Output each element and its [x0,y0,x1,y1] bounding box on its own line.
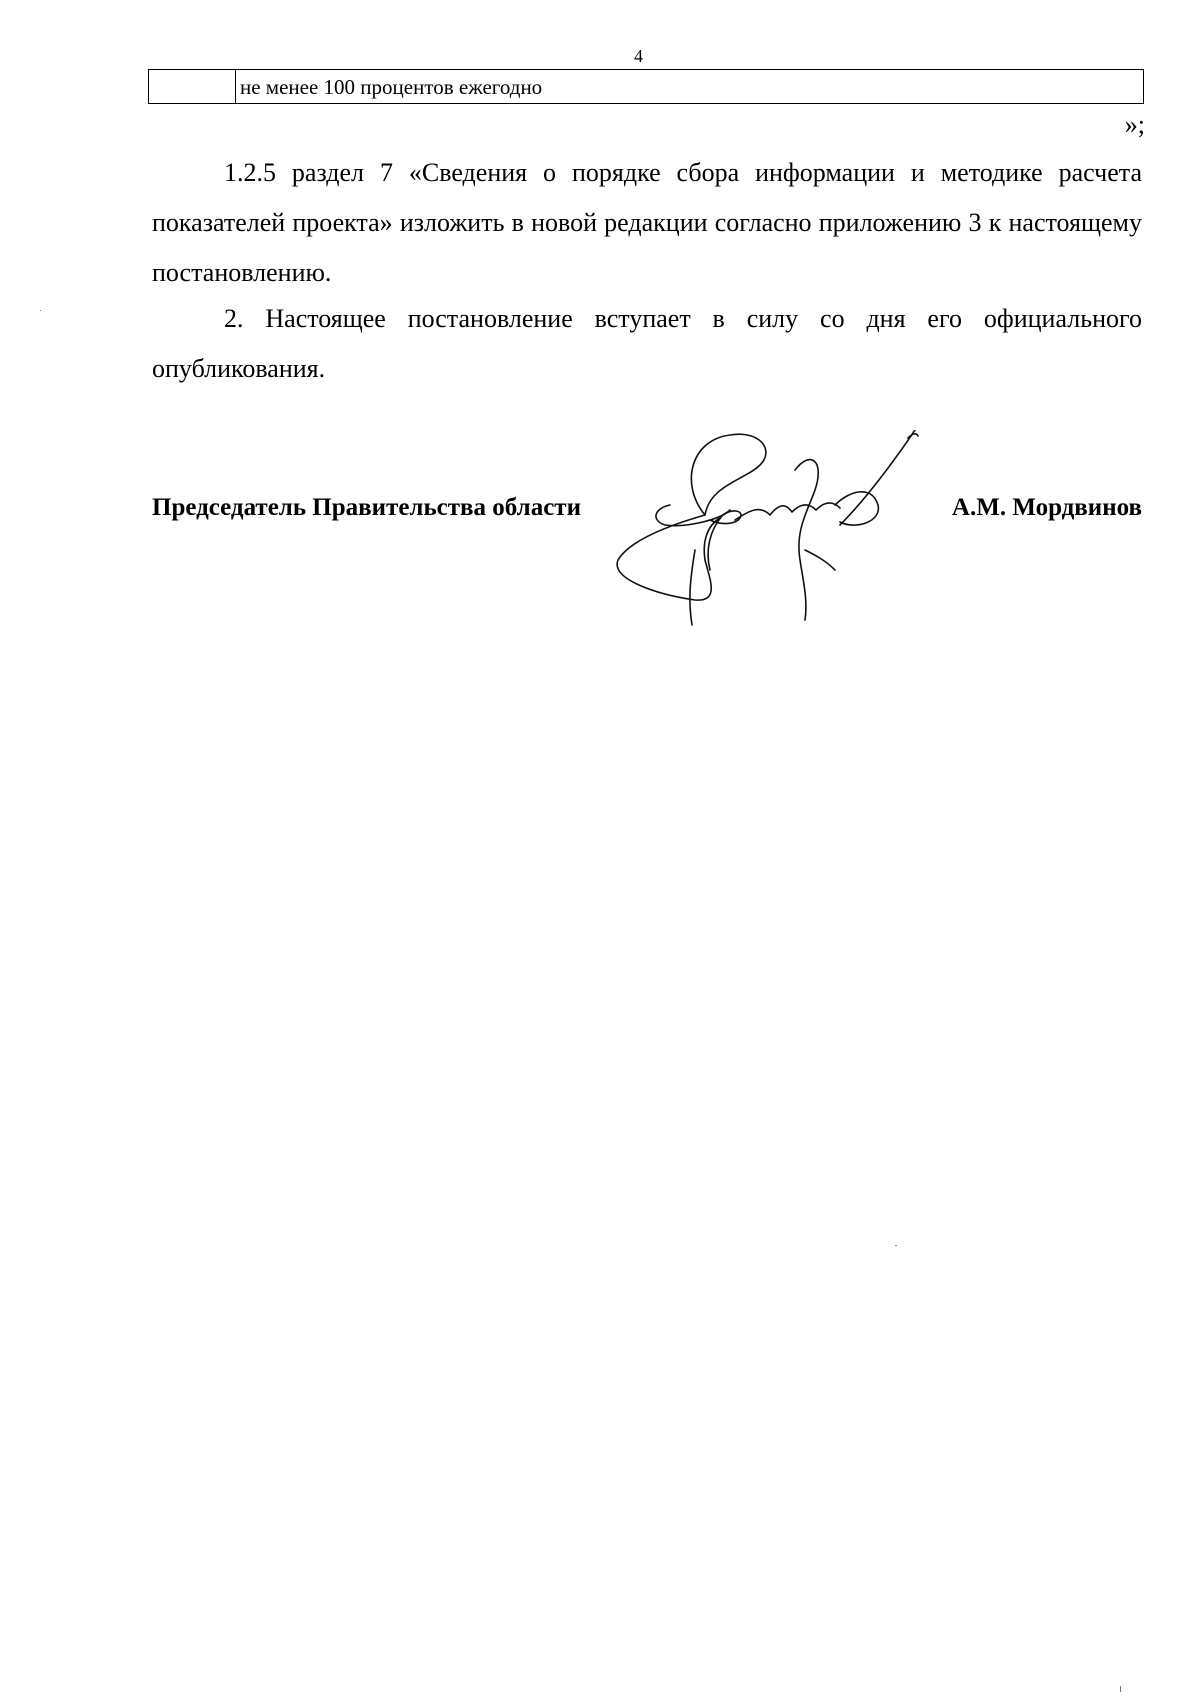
signer-name: А.М. Мордвинов [951,494,1142,521]
table-row [149,70,1144,104]
paragraph-item-2: 2. Настоящее постановление вступает в силу со дня его официального опубликования. [152,304,1142,383]
signer-position: Председатель Правительства области [152,494,581,521]
table-cell-value: не менее 100 процентов ежегодно [236,70,1144,104]
page-number: 4 [634,46,643,66]
paragraph-item-1-2-5: 1.2.5 раздел 7 «Сведения о порядке сбора информации и методике расчета показателей проекта» изложить в новой редакции согласно приложению 3 к настоящему постановлению. [152,158,1142,287]
table-cell-empty [149,70,236,104]
scan-speck [1120,1686,1121,1692]
scan-speck [40,310,41,311]
continuation-table [148,69,1144,104]
closing-quote: »; [1124,110,1145,139]
handwritten-signature [610,430,950,630]
scan-speck [895,1245,897,1246]
